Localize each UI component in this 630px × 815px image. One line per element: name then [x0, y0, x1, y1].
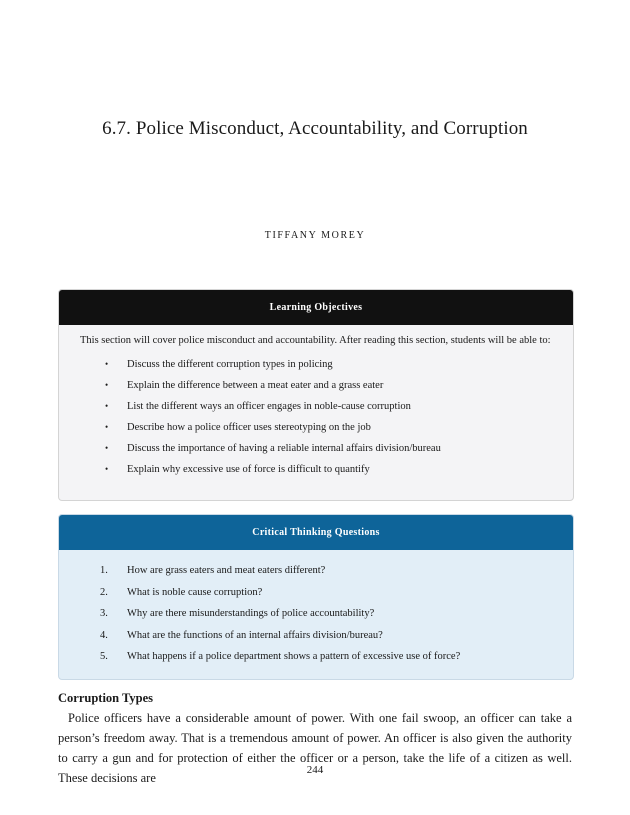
item-number: 1.	[100, 565, 108, 576]
list-item	[59, 417, 573, 438]
bullet-icon: •	[105, 464, 109, 474]
list-item-text: What happens if a police department shows a pattern of excessive use of force?	[127, 651, 461, 662]
critical-thinking-list	[59, 560, 573, 668]
list-item	[59, 560, 573, 582]
list-item-text: Explain why excessive use of force is difficult to quantify	[127, 464, 370, 475]
list-item-text: How are grass eaters and meat eaters different?	[127, 565, 326, 576]
bullet-icon: •	[105, 422, 109, 432]
bullet-icon: •	[105, 359, 109, 369]
section-heading: Corruption Types	[58, 691, 154, 705]
critical-thinking-heading: Critical Thinking Questions	[59, 515, 573, 550]
list-item-text: Discuss the importance of having a reliable internal affairs division/bureau	[127, 443, 441, 454]
body-paragraph: Police officers have a considerable amount of power. With one fail swoop, an officer can take a person’s freedom away. That is a tremendous amount of power. An officer is also given the authority to carry a gun and for protection of either the officer or a person, take the life of a citizen as well. These decisions are	[58, 711, 572, 785]
list-item-text: Describe how a police officer uses stereotyping on the job	[127, 422, 371, 433]
item-number: 3.	[100, 608, 108, 619]
list-item	[59, 459, 573, 480]
list-item-text: List the different ways an officer engages in noble-cause corruption	[127, 401, 411, 412]
list-item-text: What is noble cause corruption?	[127, 586, 263, 598]
item-number: 2.	[100, 586, 108, 598]
item-number: 5.	[100, 651, 108, 662]
list-item-text: Discuss the different corruption types in policing	[127, 359, 333, 370]
bullet-icon: •	[105, 401, 109, 411]
list-item	[59, 646, 573, 668]
list-item-text: Why are there misunderstandings of police accountability?	[127, 608, 375, 619]
list-item	[59, 603, 573, 625]
bullet-icon: •	[105, 380, 109, 390]
list-item	[59, 354, 573, 375]
list-item	[59, 396, 573, 417]
item-number: 4.	[100, 629, 108, 641]
bullet-icon: •	[105, 443, 109, 453]
list-item	[59, 438, 573, 459]
list-item	[59, 625, 573, 647]
author-name: TIFFANY MOREY	[264, 230, 366, 241]
list-item-text: What are the functions of an internal affairs division/bureau?	[127, 629, 383, 641]
learning-objectives-box	[58, 289, 574, 501]
list-item	[59, 582, 573, 604]
chapter-title: 6.7. Police Misconduct, Accountability, and Corruption	[102, 118, 528, 139]
critical-thinking-box	[58, 514, 574, 680]
list-item	[59, 375, 573, 396]
page-number: 244	[306, 764, 324, 776]
list-item-text: Explain the difference between a meat eater and a grass eater	[127, 380, 384, 391]
learning-objectives-list	[59, 354, 573, 480]
learning-objectives-intro: This section will cover police misconduct and accountability. After reading this section, students will be able to:	[80, 335, 551, 346]
learning-objectives-heading: Learning Objectives	[59, 290, 573, 325]
